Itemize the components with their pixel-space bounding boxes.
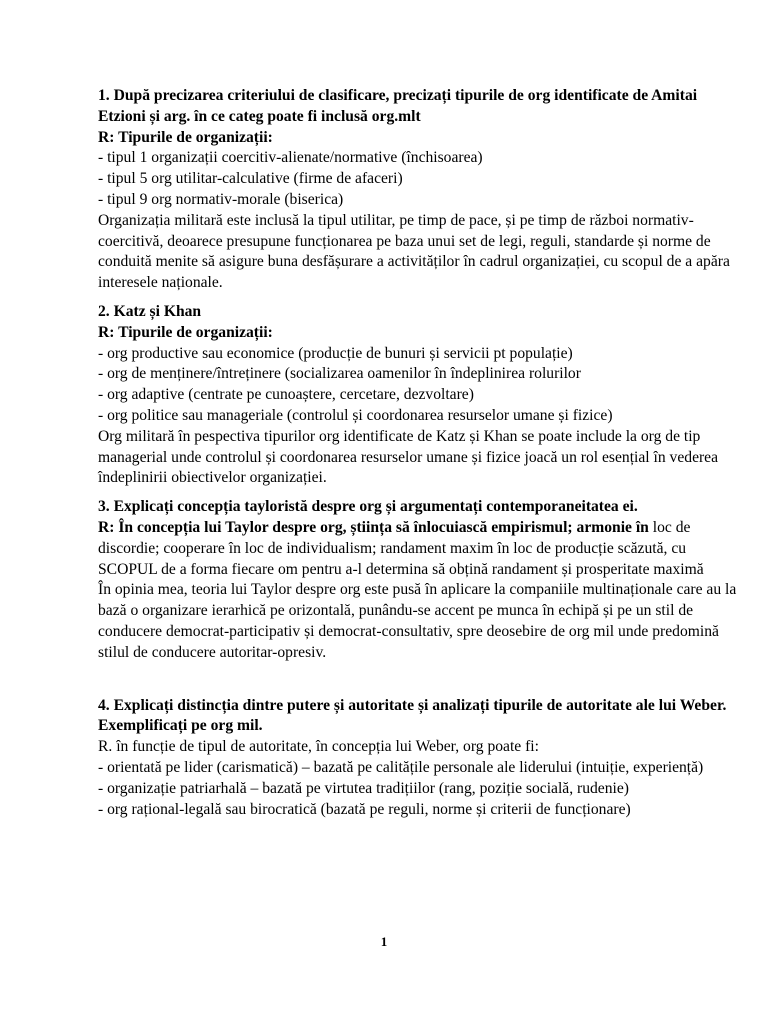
list-item: - org adaptive (centrate pe cunoaștere, cercetare, dezvoltare) bbox=[98, 386, 474, 404]
list-item: - orientată pe lider (carismatică) – bazată pe calitățile personale ale liderului (intuiție, experiență) bbox=[98, 758, 704, 776]
answer-label: R: Tipurile de organizații: bbox=[98, 323, 273, 341]
section-2 bbox=[98, 302, 738, 489]
answer-label: R: Tipurile de organizații: bbox=[98, 128, 273, 146]
opinion-paragraph: În opinia mea, teoria lui Taylor despre org este pusă în aplicare la companiile multinaționale care au la bază o organizare ierarhică pe orizontală, punându-se accent pe munca în echipă și pe un stil de conducere democrat-participativ și democrat-consultativ, spre deosebire de org mil unde predomină stilul de conducere autoritar-opresiv. bbox=[98, 581, 737, 661]
list-item: - org de menținere/întreținere (socializarea oamenilor în îndeplinirea rolurilor bbox=[98, 365, 581, 383]
list-item: - org productive sau economice (producție de bunuri și servicii pt populație) bbox=[98, 344, 573, 362]
list-item: - org politice sau manageriale (controlul și coordonarea resurselor umane și fizice) bbox=[98, 406, 613, 424]
section-heading: 2. Katz și Khan bbox=[98, 302, 202, 320]
page-number: 1 bbox=[380, 934, 388, 949]
list-item: - organizație patriarhală – bazată pe virtutea tradițiilor (rang, poziție socială, rudenie) bbox=[98, 779, 629, 797]
section-heading: 4. Explicați distincția dintre putere și autoritate și analizați tipurile de autoritate ale lui Weber. Exemplificați pe org mil. bbox=[98, 696, 727, 735]
list-item: - tipul 1 organizații coercitiv-alienate/normative (închisoarea) bbox=[98, 149, 483, 167]
section-conclusion: Org militară în pespectiva tipurilor org identificate de Katz și Khan se poate include la org de tip managerial unde controlul și coordonarea resurselor umane și fizice joacă un rol esențial în vederea îndeplinirii obiectivelor organizației. bbox=[98, 427, 719, 487]
section-heading: 3. Explicați concepția tayloristă despre org și argumentați contemporaneitatea ei. bbox=[98, 498, 638, 516]
section-3 bbox=[98, 497, 738, 663]
list-item: - tipul 9 org normativ-morale (biserica) bbox=[98, 190, 344, 208]
answer-intro: R. în funcție de tipul de autoritate, în concepția lui Weber, org poate fi: bbox=[98, 738, 539, 756]
section-4 bbox=[98, 696, 738, 821]
section-heading: 1. După precizarea criteriului de clasificare, precizați tipurile de org identificate de Amitai Etzioni și arg. în ce categ poate fi inclusă org.mlt bbox=[98, 87, 698, 125]
section-1 bbox=[98, 86, 738, 294]
section-conclusion: Organizația militară este inclusă la tipul utilitar, pe timp de pace, și pe timp de război normativ-coercitivă, deoarece presupune funcționarea pe baza unui set de legi, reguli, standarde și norme de conduită menite să asigure buna desfășurare a activităților în cadrul organizației, cu scopul de a apăra interesele naționale. bbox=[98, 211, 730, 292]
answer-rest-part: loc de discordie; cooperare în loc de individualism; randament maxim în loc de producție scăzută, cu SCOPUL de a forma fiecare om pentru a-l determina să obțină randament și prosperitate maximă bbox=[98, 518, 704, 578]
list-item: - org rațional-legală sau birocratică (bazată pe reguli, norme și criterii de funcționare) bbox=[98, 800, 631, 818]
document-body bbox=[98, 86, 738, 828]
list-item: - tipul 5 org utilitar-calculative (firme de afaceri) bbox=[98, 170, 403, 188]
answer-paragraph bbox=[98, 518, 738, 580]
answer-bold-part: R: În concepția lui Taylor despre org, știința să înlocuiască empirismul; armonie în bbox=[98, 518, 649, 536]
